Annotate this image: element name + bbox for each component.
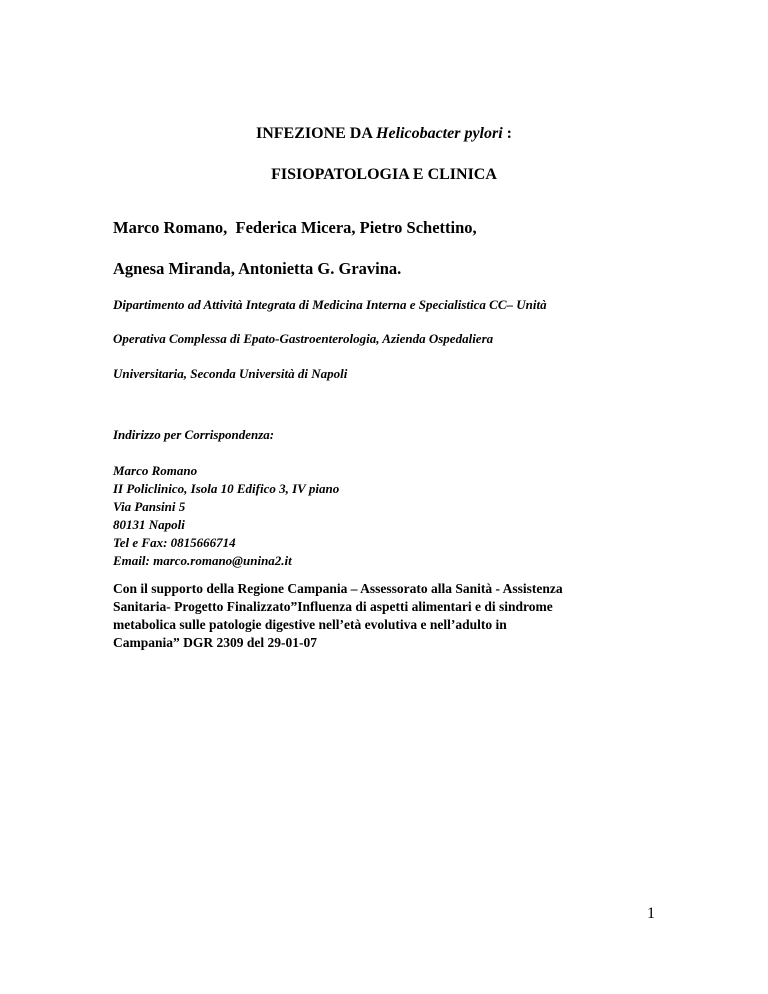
authors-line-2: Agnesa Miranda, Antonietta G. Gravina. xyxy=(113,259,402,278)
correspondence-block xyxy=(113,462,339,570)
support-line-1: Con il supporto della Regione Campania – Assessorato alla Sanità - Assistenza xyxy=(113,581,563,596)
correspondence-name: Marco Romano xyxy=(113,463,198,478)
support-paragraph xyxy=(113,580,673,652)
correspondence-city: 80131 Napoli xyxy=(113,517,185,532)
affiliation-line-1: Dipartimento ad Attività Integrata di Medicina Interna e Specialistica CC– Unità xyxy=(113,297,547,312)
correspondence-street: Via Pansini 5 xyxy=(113,499,186,514)
correspondence-address: II Policlinico, Isola 10 Edifico 3, IV piano xyxy=(113,481,340,496)
page-number: 1 xyxy=(647,905,655,922)
correspondence-phone: Tel e Fax: 0815666714 xyxy=(113,535,236,550)
support-line-2: Sanitaria- Progetto Finalizzato”Influenza di aspetti alimentari e di sindrome xyxy=(113,599,553,614)
title-species: Helicobacter pylori xyxy=(376,125,503,142)
title-suffix: : xyxy=(502,125,512,142)
correspondence-email: Email: marco.romano@unina2.it xyxy=(113,553,292,568)
support-line-3: metabolica sulle patologie digestive nell’età evolutiva e nell’adulto in xyxy=(113,617,507,632)
title-prefix: INFEZIONE DA xyxy=(256,125,377,142)
affiliation-line-2: Operativa Complessa di Epato-Gastroenterologia, Azienda Ospedaliera xyxy=(113,331,494,346)
affiliation-line-3: Universitaria, Seconda Università di Napoli xyxy=(113,366,348,381)
authors-line-1: Marco Romano, Federica Micera, Pietro Schettino, xyxy=(113,218,477,237)
title-line-2: FISIOPATOLOGIA E CLINICA xyxy=(271,166,497,183)
title-line-1 xyxy=(0,124,768,144)
support-line-4: Campania” DGR 2309 del 29-01-07 xyxy=(113,635,318,650)
correspondence-heading: Indirizzo per Corrispondenza: xyxy=(113,427,275,442)
